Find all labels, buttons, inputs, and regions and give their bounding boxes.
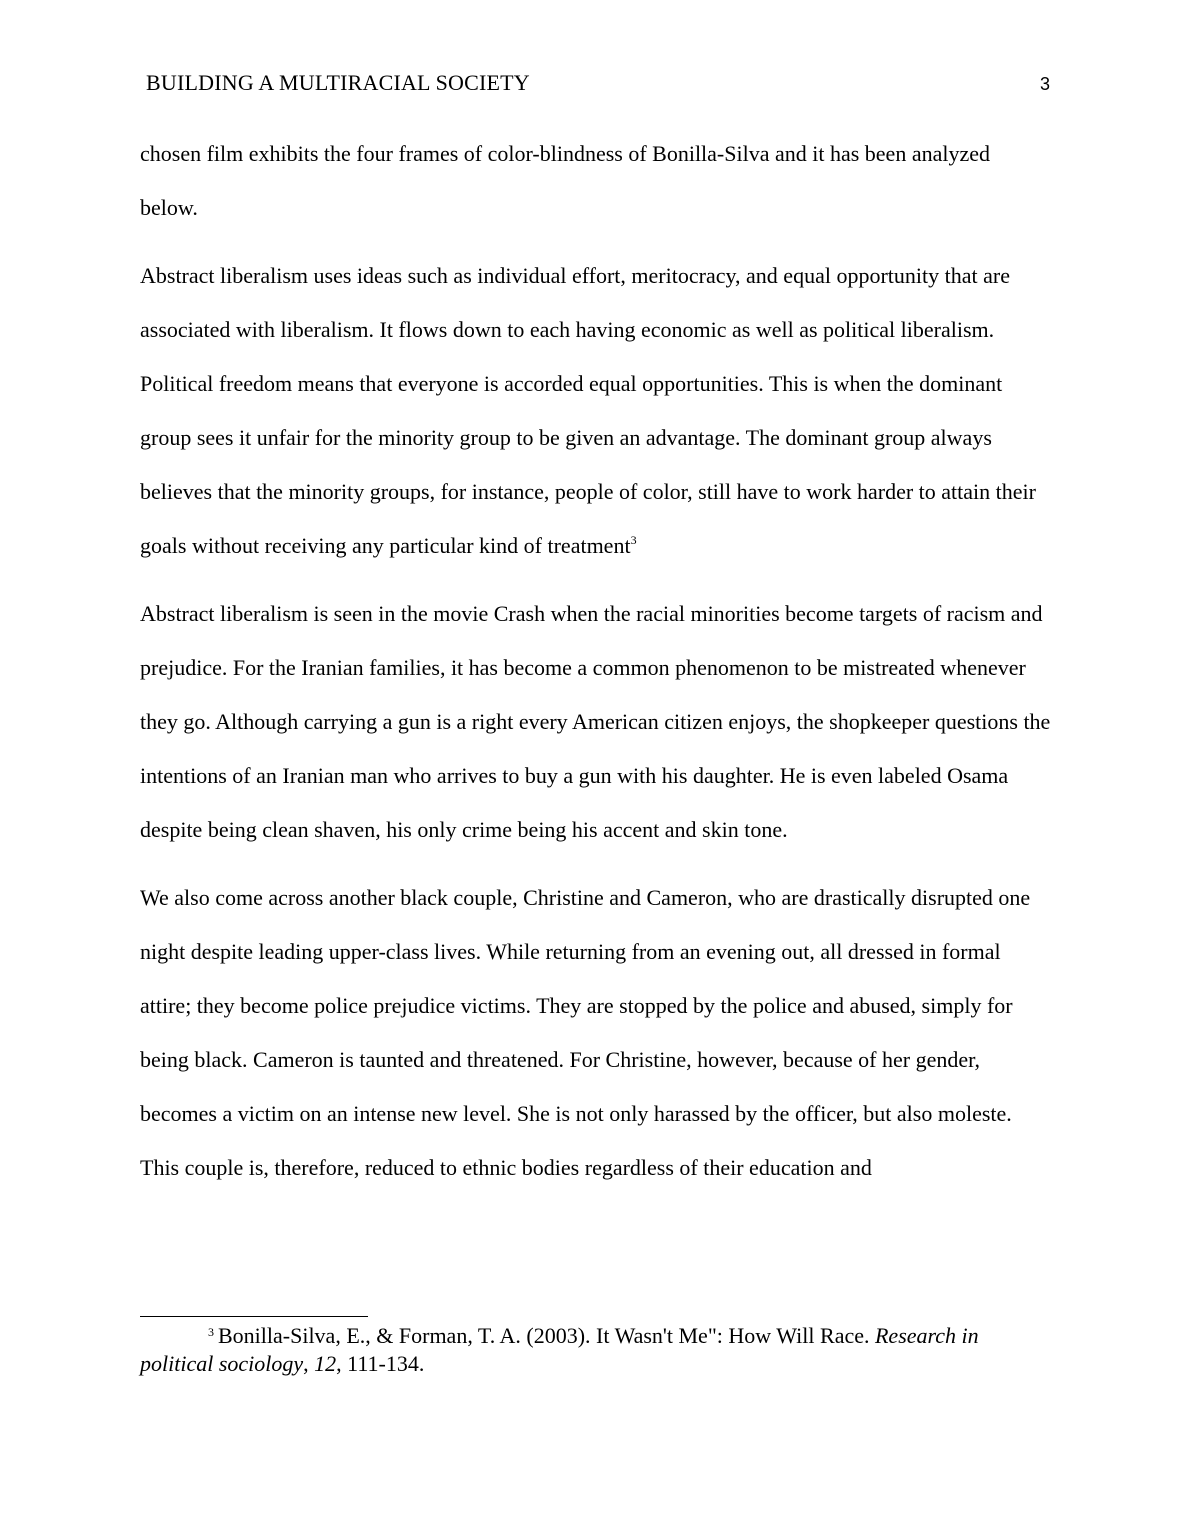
paragraph-2-text: Abstract liberalism uses ideas such as individual effort, meritocracy, and equal opportunity that are associated with liberalism. It flows down to each having economic as well as political liberalism. Political freedom means that everyone is accorded equal opportunities. This is when the dominant group sees it unfair for the minority group to be given an advantage. The dominant group always believes that the minority groups, for instance, people of color, still have to work harder to attain their goals without receiving any particular kind of treatment [140, 263, 1036, 558]
footnote-citation: Bonilla-Silva, E., & Forman, T. A. (2003). It Wasn't Me": How Will Race. [218, 1323, 875, 1348]
footnote-separator-text: , [303, 1351, 315, 1376]
running-head: BUILDING A MULTIRACIAL SOCIETY [146, 70, 530, 95]
footnote-separator [140, 1316, 368, 1317]
footnote [140, 1322, 1050, 1378]
page-number: 3 [1039, 74, 1050, 94]
paragraph-1: chosen film exhibits the four frames of color-blindness of Bonilla-Silva and it has been analyzed below. [140, 141, 990, 220]
paragraph-2 [140, 249, 1052, 573]
footnote-journal: Research in political sociology [140, 1323, 979, 1376]
footnote-marker: 3 [208, 1325, 214, 1339]
paragraph-4: We also come across another black couple, Christine and Cameron, who are drastically disrupted one night despite leading upper-class lives. While returning from an evening out, all dressed in formal attire; they become police prejudice victims. They are stopped by the police and abused, simply for being black. Cameron is taunted and threatened. For Christine, however, because of her gender, becomes a victim on an intense new level. She is not only harassed by the officer, but also moleste. This couple is, therefore, reduced to ethnic bodies regardless of their education and [140, 885, 1031, 1180]
footnote-volume: 12 [314, 1351, 337, 1376]
footnote-reference[interactable]: 3 [630, 533, 637, 547]
body-text [140, 127, 1052, 1209]
paragraph-3: Abstract liberalism is seen in the movie Crash when the racial minorities become targets of racism and prejudice. For the Iranian families, it has become a common phenomenon to be mistreated whenever they go. Although carrying a gun is a right every American citizen enjoys, the shopkeeper questions the intentions of an Iranian man who arrives to buy a gun with his daughter. He is even labeled Osama despite being clean shaven, his only crime being his accent and skin tone. [140, 601, 1051, 842]
footnote-pages: , 111-134. [336, 1351, 425, 1376]
